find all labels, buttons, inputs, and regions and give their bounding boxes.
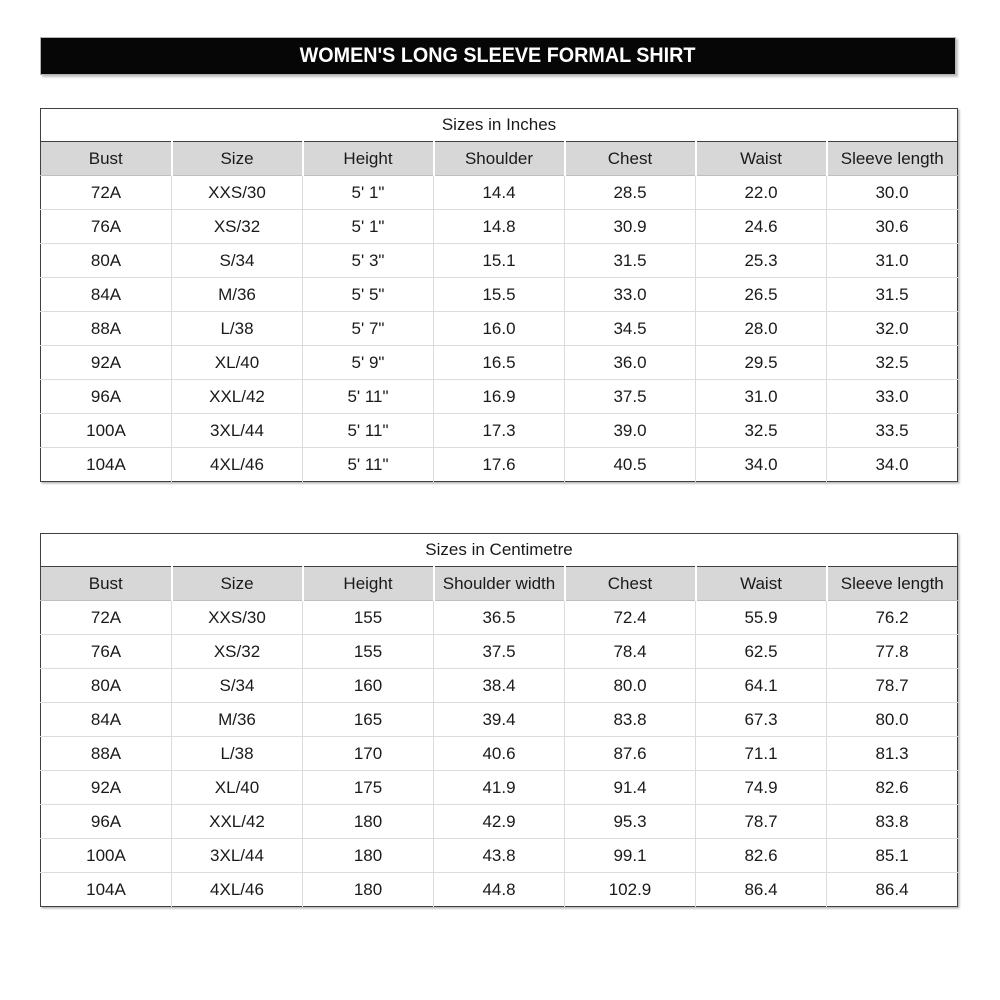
table-cell: 165 [303,703,434,737]
table-cell: 43.8 [434,839,565,873]
table-cell: 17.3 [434,414,565,448]
table-cell: 5' 11" [303,414,434,448]
product-title: WOMEN'S LONG SLEEVE FORMAL SHIRT [300,44,696,67]
table-cell: 67.3 [696,703,827,737]
table-cell: 78.7 [696,805,827,839]
table-cell: 16.9 [434,380,565,414]
table-cell: 83.8 [827,805,958,839]
table-row [41,703,958,737]
table-cell: 15.5 [434,278,565,312]
column-header-row [41,142,958,176]
table-cell: 41.9 [434,771,565,805]
table-cell: L/38 [172,737,303,771]
table-cell: 78.7 [827,669,958,703]
table-row [41,771,958,805]
table-cell: 34.0 [696,448,827,482]
column-header: Shoulder [434,142,565,176]
table-cell: 36.5 [434,601,565,635]
column-header: Height [303,142,434,176]
table-cell: 71.1 [696,737,827,771]
table-cell: M/36 [172,278,303,312]
table-cell: 104A [41,448,172,482]
table-cell: 29.5 [696,346,827,380]
table-cell: 36.0 [565,346,696,380]
column-header: Shoulder width [434,567,565,601]
table-cell: 31.0 [696,380,827,414]
sizes-in-inches-table [40,108,958,482]
column-header: Bust [41,567,172,601]
table-row [41,635,958,669]
table-cell: 80A [41,669,172,703]
table-cell: 31.0 [827,244,958,278]
table-cell: 76A [41,635,172,669]
table-cell: 40.6 [434,737,565,771]
table-cell: 92A [41,771,172,805]
table-row [41,448,958,482]
table-cell: 5' 7" [303,312,434,346]
table-cell: 72A [41,601,172,635]
table-row [41,839,958,873]
table-cell: 55.9 [696,601,827,635]
table-row [41,805,958,839]
table-cell: 40.5 [565,448,696,482]
table-row [41,380,958,414]
table-cell: 86.4 [827,873,958,907]
sizes-in-centimetre-table [40,533,958,907]
table-cell: 30.6 [827,210,958,244]
table-cell: 180 [303,805,434,839]
table-row [41,873,958,907]
table-cell: 22.0 [696,176,827,210]
column-header: Size [172,567,303,601]
table-cell: XXS/30 [172,176,303,210]
table-row [41,278,958,312]
table-cell: S/34 [172,669,303,703]
table-cell: 37.5 [565,380,696,414]
table-cell: 78.4 [565,635,696,669]
table-cell: 33.0 [827,380,958,414]
table-cell: XXL/42 [172,380,303,414]
table-body [41,176,958,482]
table-cell: 80A [41,244,172,278]
table-cell: 17.6 [434,448,565,482]
table-cell: 39.0 [565,414,696,448]
product-title-banner [40,37,956,75]
table-cell: 28.5 [565,176,696,210]
table-cell: 62.5 [696,635,827,669]
table-cell: 88A [41,312,172,346]
table-cell: 96A [41,380,172,414]
table-cell: M/36 [172,703,303,737]
table-cell: 32.5 [827,346,958,380]
table-title-row [41,109,958,142]
column-header: Waist [696,567,827,601]
table-cell: XXS/30 [172,601,303,635]
table-row [41,244,958,278]
table-cell: 72A [41,176,172,210]
table-cell: 5' 1" [303,176,434,210]
table-cell: 76.2 [827,601,958,635]
table-title: Sizes in Inches [41,109,958,142]
table-cell: 31.5 [565,244,696,278]
table-cell: 42.9 [434,805,565,839]
table-cell: XS/32 [172,210,303,244]
table-cell: 32.5 [696,414,827,448]
table-cell: S/34 [172,244,303,278]
table-cell: 92A [41,346,172,380]
table-cell: 38.4 [434,669,565,703]
table-cell: 74.9 [696,771,827,805]
table-cell: 39.4 [434,703,565,737]
table-cell: 30.9 [565,210,696,244]
table-row [41,176,958,210]
table-cell: 104A [41,873,172,907]
table-cell: 91.4 [565,771,696,805]
table-cell: 82.6 [827,771,958,805]
table-cell: 4XL/46 [172,873,303,907]
table-cell: 37.5 [434,635,565,669]
table-cell: 160 [303,669,434,703]
table-title: Sizes in Centimetre [41,534,958,567]
table-row [41,669,958,703]
column-header-row [41,567,958,601]
table-cell: 16.5 [434,346,565,380]
table-cell: 15.1 [434,244,565,278]
table-cell: 31.5 [827,278,958,312]
table-cell: 34.0 [827,448,958,482]
table-cell: 100A [41,414,172,448]
table-cell: 5' 5" [303,278,434,312]
table-cell: 14.4 [434,176,565,210]
table-cell: 5' 3" [303,244,434,278]
table-cell: 81.3 [827,737,958,771]
table-cell: 84A [41,703,172,737]
table-cell: XL/40 [172,771,303,805]
table-cell: XL/40 [172,346,303,380]
table-cell: 88A [41,737,172,771]
column-header: Waist [696,142,827,176]
table-cell: 24.6 [696,210,827,244]
column-header: Chest [565,567,696,601]
table-cell: 84A [41,278,172,312]
column-header: Size [172,142,303,176]
table-cell: 3XL/44 [172,414,303,448]
table-cell: 82.6 [696,839,827,873]
column-header: Sleeve length [827,567,958,601]
table-cell: 86.4 [696,873,827,907]
table-cell: 64.1 [696,669,827,703]
table-cell: 99.1 [565,839,696,873]
table-row [41,346,958,380]
table-cell: 170 [303,737,434,771]
table-cell: 180 [303,873,434,907]
table-cell: 155 [303,635,434,669]
table-row [41,737,958,771]
table-cell: 30.0 [827,176,958,210]
table-cell: XXL/42 [172,805,303,839]
table-cell: 5' 11" [303,380,434,414]
table-cell: 95.3 [565,805,696,839]
table-cell: 80.0 [827,703,958,737]
column-header: Chest [565,142,696,176]
table-cell: 5' 11" [303,448,434,482]
table-cell: 26.5 [696,278,827,312]
table-cell: 155 [303,601,434,635]
table-cell: 33.0 [565,278,696,312]
table-cell: 175 [303,771,434,805]
table-cell: 16.0 [434,312,565,346]
table-cell: 96A [41,805,172,839]
table-cell: 33.5 [827,414,958,448]
table-cell: 87.6 [565,737,696,771]
table-cell: 83.8 [565,703,696,737]
table-cell: 85.1 [827,839,958,873]
table-cell: XS/32 [172,635,303,669]
table-cell: 3XL/44 [172,839,303,873]
table-row [41,414,958,448]
table-cell: 5' 1" [303,210,434,244]
table-cell: 77.8 [827,635,958,669]
column-header: Bust [41,142,172,176]
table-cell: 14.8 [434,210,565,244]
table-cell: 34.5 [565,312,696,346]
table-cell: L/38 [172,312,303,346]
table-cell: 102.9 [565,873,696,907]
table-cell: 180 [303,839,434,873]
table-cell: 44.8 [434,873,565,907]
table-cell: 28.0 [696,312,827,346]
table-cell: 32.0 [827,312,958,346]
table-row [41,601,958,635]
table-cell: 72.4 [565,601,696,635]
table-cell: 80.0 [565,669,696,703]
table-cell: 76A [41,210,172,244]
table-row [41,210,958,244]
table-cell: 5' 9" [303,346,434,380]
table-cell: 4XL/46 [172,448,303,482]
table-title-row [41,534,958,567]
table-row [41,312,958,346]
table-cell: 25.3 [696,244,827,278]
column-header: Height [303,567,434,601]
column-header: Sleeve length [827,142,958,176]
table-cell: 100A [41,839,172,873]
table-body [41,601,958,907]
